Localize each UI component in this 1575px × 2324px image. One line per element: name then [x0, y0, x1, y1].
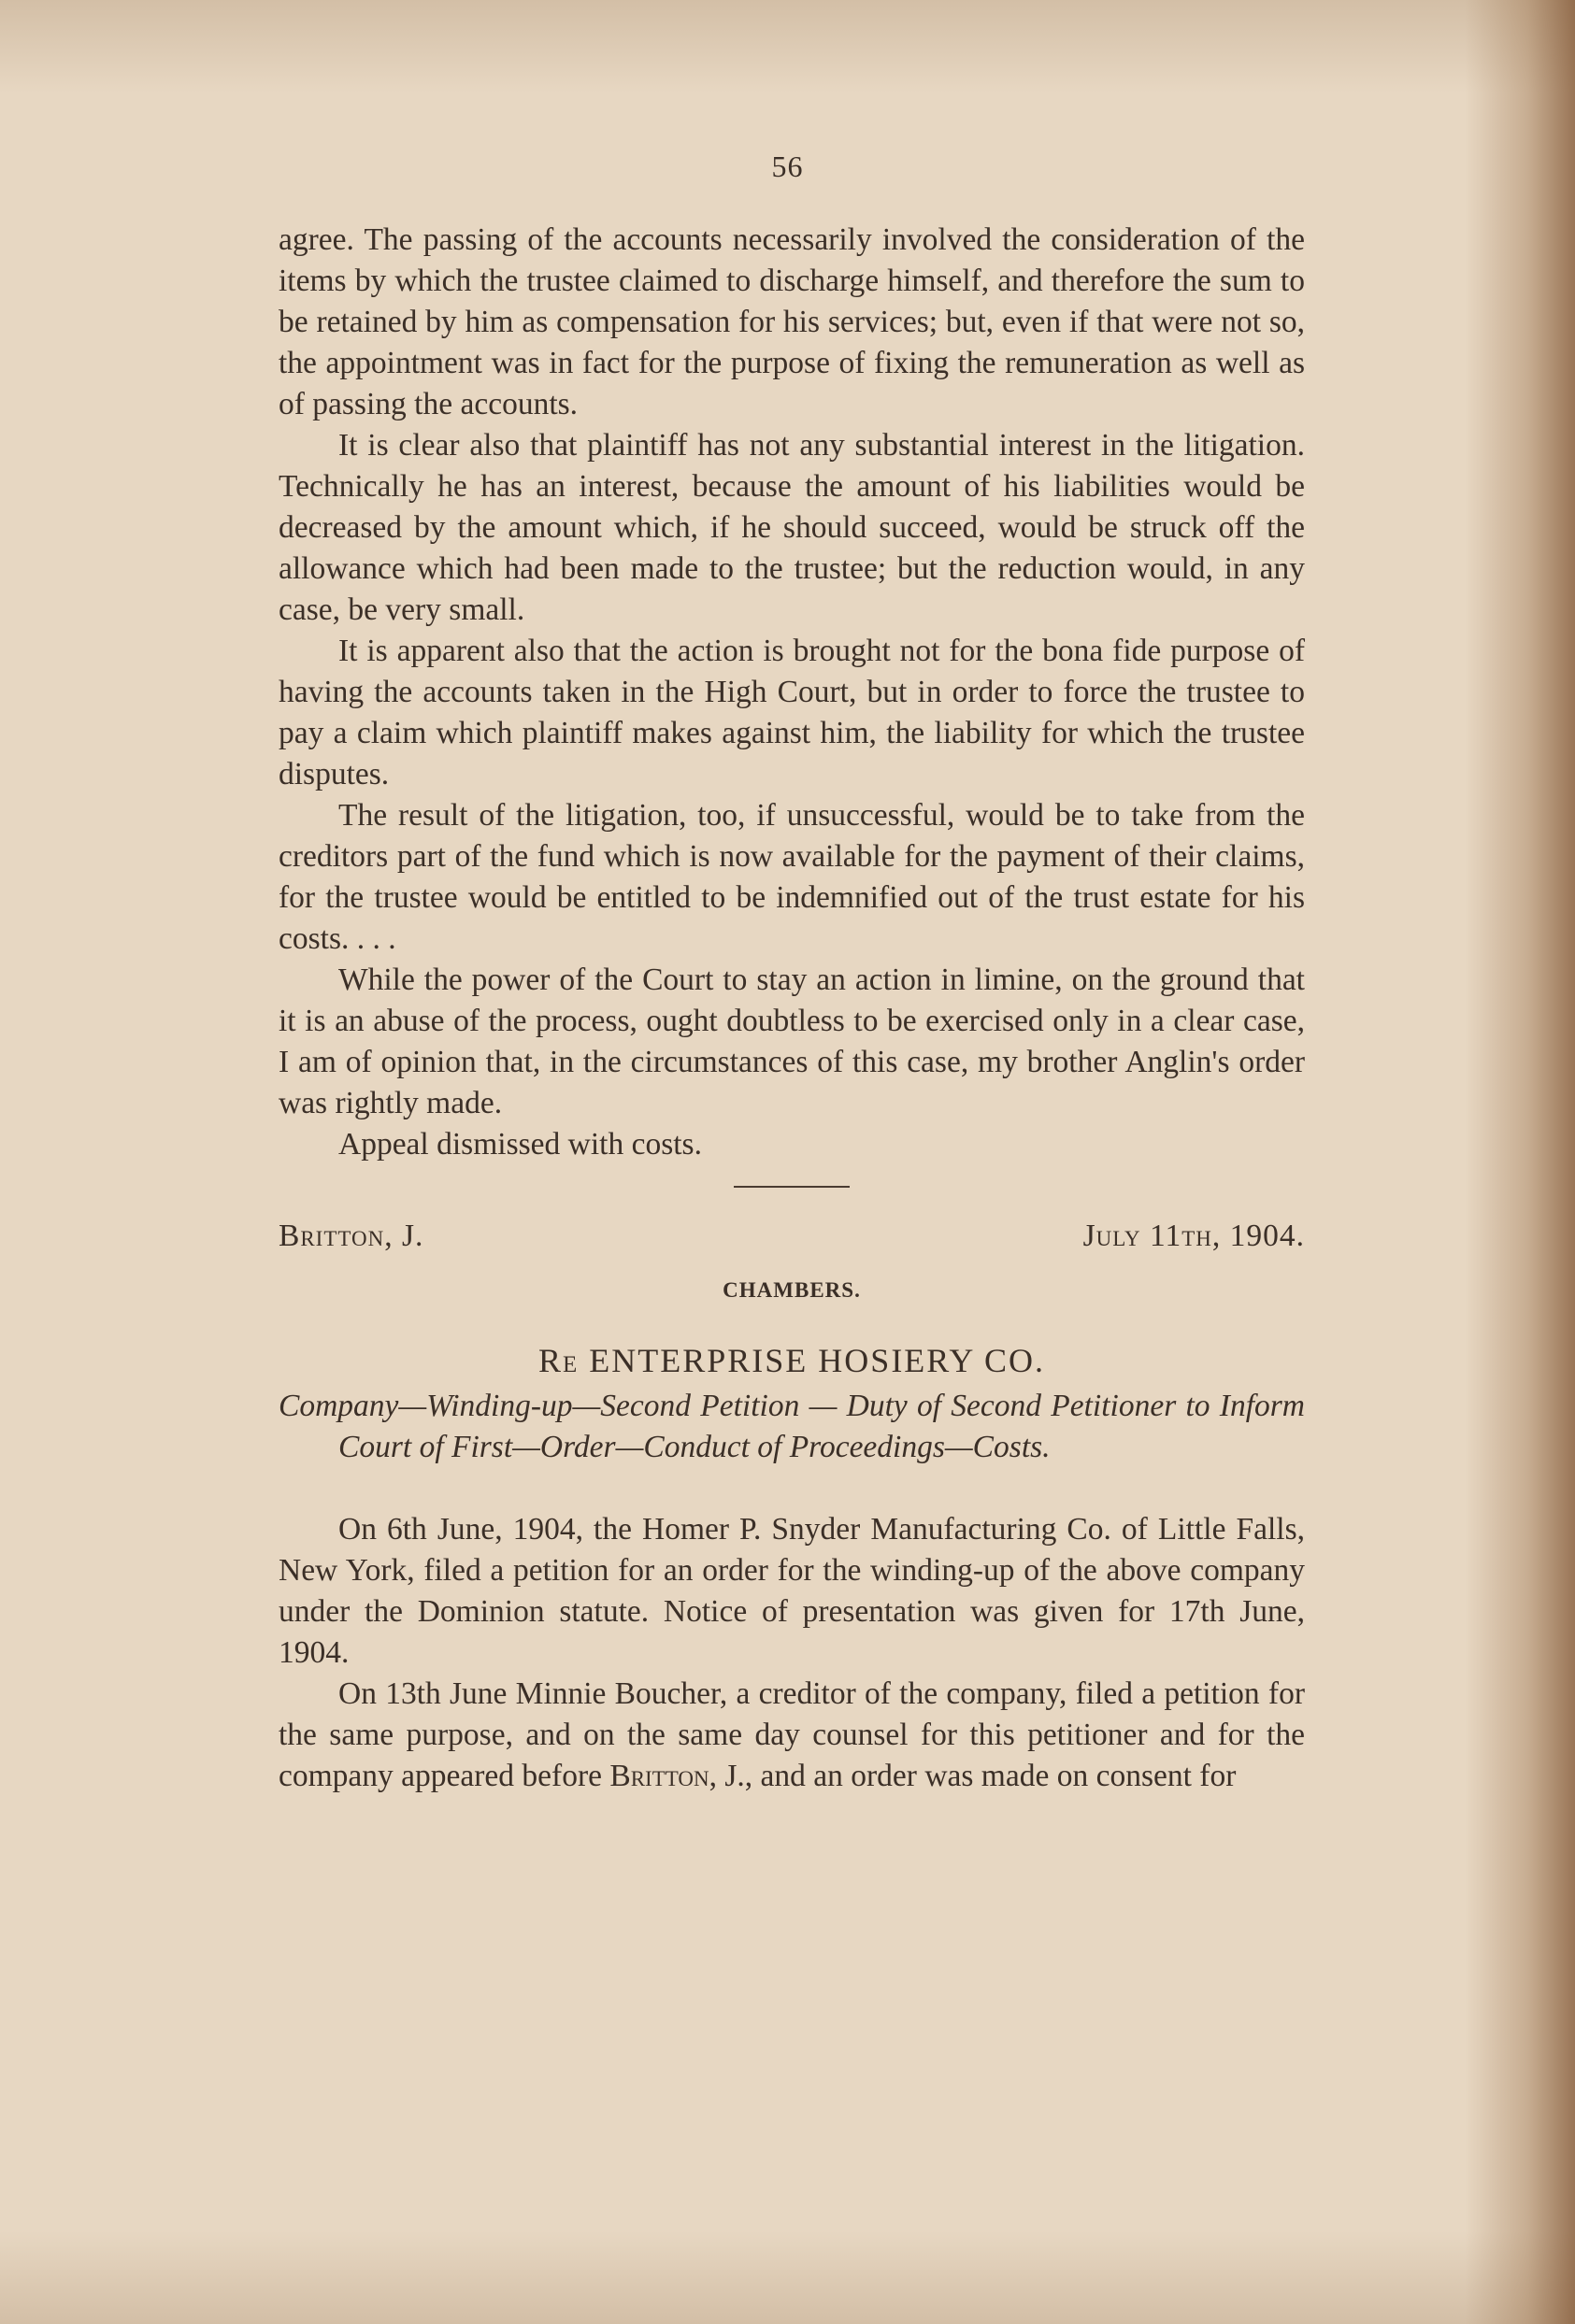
- decision-date: July 11th, 1904.: [1082, 1219, 1305, 1253]
- disposition: Appeal dismissed with costs.: [338, 1127, 702, 1162]
- paragraph: While the power of the Court to stay an action in limine, on the ground that it is an abuse of the process, ought doubtless to be exercised only in a clear case, I am of opinion that, in the circumstances of this case, my brother Anglin's order was rightly made.: [279, 962, 1305, 1120]
- section-divider: [734, 1186, 850, 1188]
- case-title-name: ENTERPRISE HOSIERY CO.: [589, 1342, 1045, 1379]
- facts-text: On 13th June Minnie Boucher, a creditor of the company, filed a petition for the same purpose, and on the same day counsel for this petitioner and for the company appeared before: [279, 1676, 1305, 1793]
- case-header-row: [279, 1216, 1305, 1257]
- headnote: Company—Winding-up—Second Petition — Duty of Second Petitioner to Inform Court of First—Order—Conduct of Proceedings—Costs.: [279, 1389, 1305, 1464]
- facts-text: , and an order was made on consent for: [744, 1759, 1237, 1793]
- paragraph: agree. The passing of the accounts necessarily involved the consideration of the items by which the trustee claimed to discharge himself, and therefore the sum to be retained by him as compensation for his services; but, even if that were not so, the appointment was in fact for the purpose of fixing the remuneration as well as of passing the accounts.: [279, 222, 1305, 421]
- paragraph: The result of the litigation, too, if unsuccessful, would be to take from the creditors part of the fund which is now available for the payment of their claims, for the trustee would be entitled to be indemnified out of the trust estate for his costs. . . .: [279, 798, 1305, 956]
- facts-paragraph: On 6th June, 1904, the Homer P. Snyder Manufacturing Co. of Little Falls, New York, filed a petition for an order for the winding-up of the above company under the Dominion statute. Notice of presentation was given for 17th June, 1904.: [279, 1512, 1305, 1670]
- paragraph: It is apparent also that the action is brought not for the bona fide purpose of having the accounts taken in the High Court, but in order to force the trustee to pay a claim which plaintiff makes against him, the liability for which the trustee disputes.: [279, 634, 1305, 791]
- spacer: [279, 1468, 1305, 1509]
- case-title-prefix: Re: [537, 1342, 580, 1379]
- page-number: 56: [771, 150, 804, 183]
- judge-name: Britton, J.: [279, 1219, 424, 1253]
- facts-judge-name: Britton, J.: [609, 1759, 745, 1793]
- facts-paragraph: [279, 1674, 1305, 1797]
- page-body: [279, 220, 1305, 1797]
- case-title: [279, 1335, 1305, 1386]
- paragraph: It is clear also that plaintiff has not any substantial interest in the litigation. Technically he has an interest, because the amount of his liabilities would be decreased by the amount which, if he should succeed, would be struck off the allowance which had been made to the trustee; but the reduction would, in any case, be very small.: [279, 428, 1305, 627]
- venue-heading: CHAMBERS.: [723, 1278, 861, 1302]
